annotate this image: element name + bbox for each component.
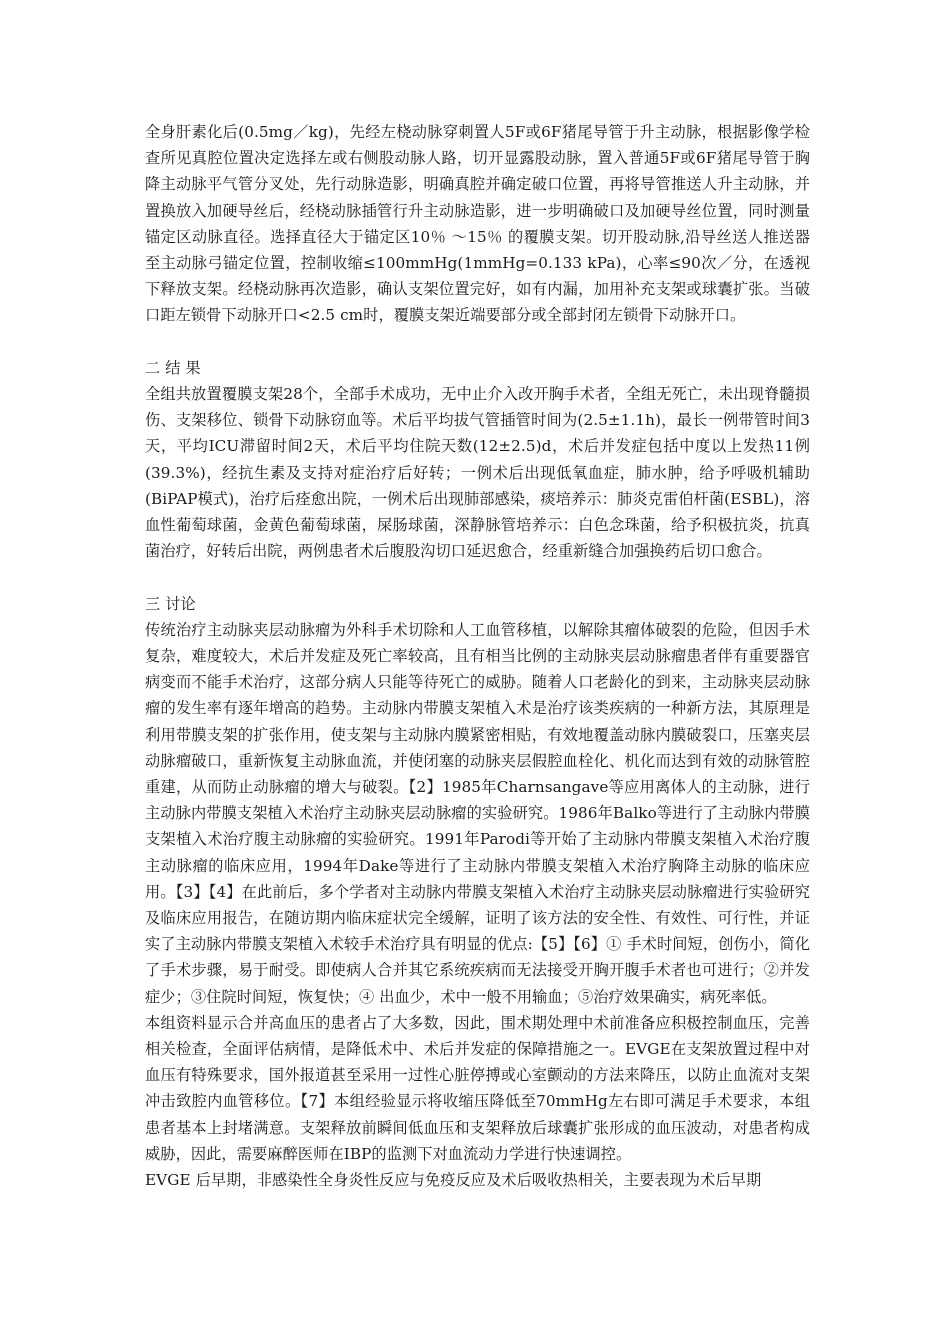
discussion-paragraph-3: EVGE 后早期，非感染性全身炎性反应与免疫反应及术后吸收热相关，主要表现为术后早期 <box>145 1171 762 1190</box>
discussion-heading: 三 讨论 <box>145 594 196 613</box>
section-spacer <box>145 329 810 355</box>
section-spacer <box>145 564 810 590</box>
discussion-paragraph-2: 本组资料显示合并高血压的患者占了大多数，因此，围术期处理中术前准备应积极控制血压，完善相关检查，全面评估病情，是降低术中、术后并发症的保障措施之一。EVGE在支架放置过程中对血压有特殊要求，国外报道甚至采用一过性心脏停搏或心室颤动的方法来降压，以防止血流对支架冲击致腔内血管移位。【7】本组经验显示将收缩压降低至70mmHg左右即可满足手术要求，本组患者基本上封堵满意。支架释放前瞬间低血压和支架释放后球囊扩张形成的血压波动，对患者构成威胁，因此，需要麻醉医师在IBP的监测下对血流动力学进行快速调控。 <box>145 1013 810 1163</box>
article-body <box>145 119 810 1193</box>
results-heading: 二 结 果 <box>145 358 201 377</box>
methods-paragraph: 全身肝素化后(0.5mg／kg)，先经左桡动脉穿刺置人5F或6F猪尾导管于升主动脉，根据影像学检查所见真腔位置决定选择左或右侧股动脉人路，切开显露股动脉，置入普通5F或6F猪尾导管于胸降主动脉平气管分叉处，先行动脉造影，明确真腔并确定破口位置，再将导管推送人升主动脉，并置换放入加硬导丝后，经桡动脉插管行升主动脉造影，进一步明确破口及加硬导丝位置，同时测量锚定区动脉直径。选择直径大于锚定区10％ ～15％ 的覆膜支架。切开股动脉,沿导丝送人推送器至主动脉弓锚定位置，控制收缩≤100mmHg(1mmHg=0.133 kPa)，心率≤90次／分，在透视下释放支架。经桡动脉再次造影，确认支架位置完好，如有内漏，加用补充支架或球囊扩张。当破口距左锁骨下动脉开口<2.5 cm时，覆膜支架近端要部分或全部封闭左锁骨下动脉开口。 <box>145 123 810 325</box>
discussion-paragraph-1: 传统治疗主动脉夹层动脉瘤为外科手术切除和人工血管移植，以解除其瘤体破裂的危险，但因手术复杂，难度较大，术后并发症及死亡率较高，且有相当比例的主动脉夹层动脉瘤患者伴有重要器官病变而不能手术治疗，这部分病人只能等待死亡的威胁。随着人口老龄化的到来，主动脉夹层动脉瘤的发生率有逐年增高的趋势。主动脉内带膜支架植入术是治疗该类疾病的一种新方法，其原理是利用带膜支架的扩张作用，使支架与主动脉内膜紧密相贴，有效地覆盖动脉内膜破裂口，压塞夹层动脉瘤破口，重新恢复主动脉血流，并使闭塞的动脉夹层假腔血栓化、机化而达到有效的动脉管腔重建，从而防止动脉瘤的增大与破裂。【2】1985年Charnsangave等应用离体人的主动脉，进行主动脉内带膜支架植入术治疗主动脉夹层动脉瘤的实验研究。1986年Balko等进行了主动脉内带膜支架植入术治疗腹主动脉瘤的实验研究。1991年Parodi等开始了主动脉内带膜支架植入术治疗腹主动脉瘤的临床应用，1994年Dake等进行了主动脉内带膜支架植入术治疗胸降主动脉的临床应用。【3】【4】在此前后，多个学者对主动脉内带膜支架植入术治疗主动脉夹层动脉瘤进行实验研究及临床应用报告，在随访期内临床症状完全缓解，证明了该方法的安全性、有效性、可行性，并证实了主动脉内带膜支架植入术较手术治疗具有明显的优点:【5】【6】① 手术时间短，创伤小，简化了手术步骤，易于耐受。即使病人合并其它系统疾病而无法接受开胸开腹手术者也可进行；②并发症少；③住院时间短，恢复快；④ 出血少，术中一般不用输血；⑤治疗效果确实，病死率低。 <box>145 620 810 1006</box>
results-paragraph: 全组共放置覆膜支架28个，全部手术成功，无中止介入改开胸手术者，全组无死亡，未出现脊髓损伤、支架移位、锁骨下动脉窃血等。术后平均拔气管插管时间为(2.5±1.1h)，最长一例带管时间3天，平均ICU滞留时间2天，术后平均住院天数(12±2.5)d，术后并发症包括中度以上发热11例(39.3%)，经抗生素及支持对症治疗后好转；一例术后出现低氧血症，肺水肿，给予呼吸机辅助(BiPAP模式)，治疗后痊愈出院，一例术后出现肺部感染，痰培养示：肺炎克雷伯杆菌(ESBL)，溶血性葡萄球菌，金黄色葡萄球菌，屎肠球菌，深静脉管培养示：白色念珠菌，给予积极抗炎，抗真菌治疗，好转后出院，两例患者术后腹股沟切口延迟愈合，经重新缝合加强换药后切口愈合。 <box>145 385 810 561</box>
